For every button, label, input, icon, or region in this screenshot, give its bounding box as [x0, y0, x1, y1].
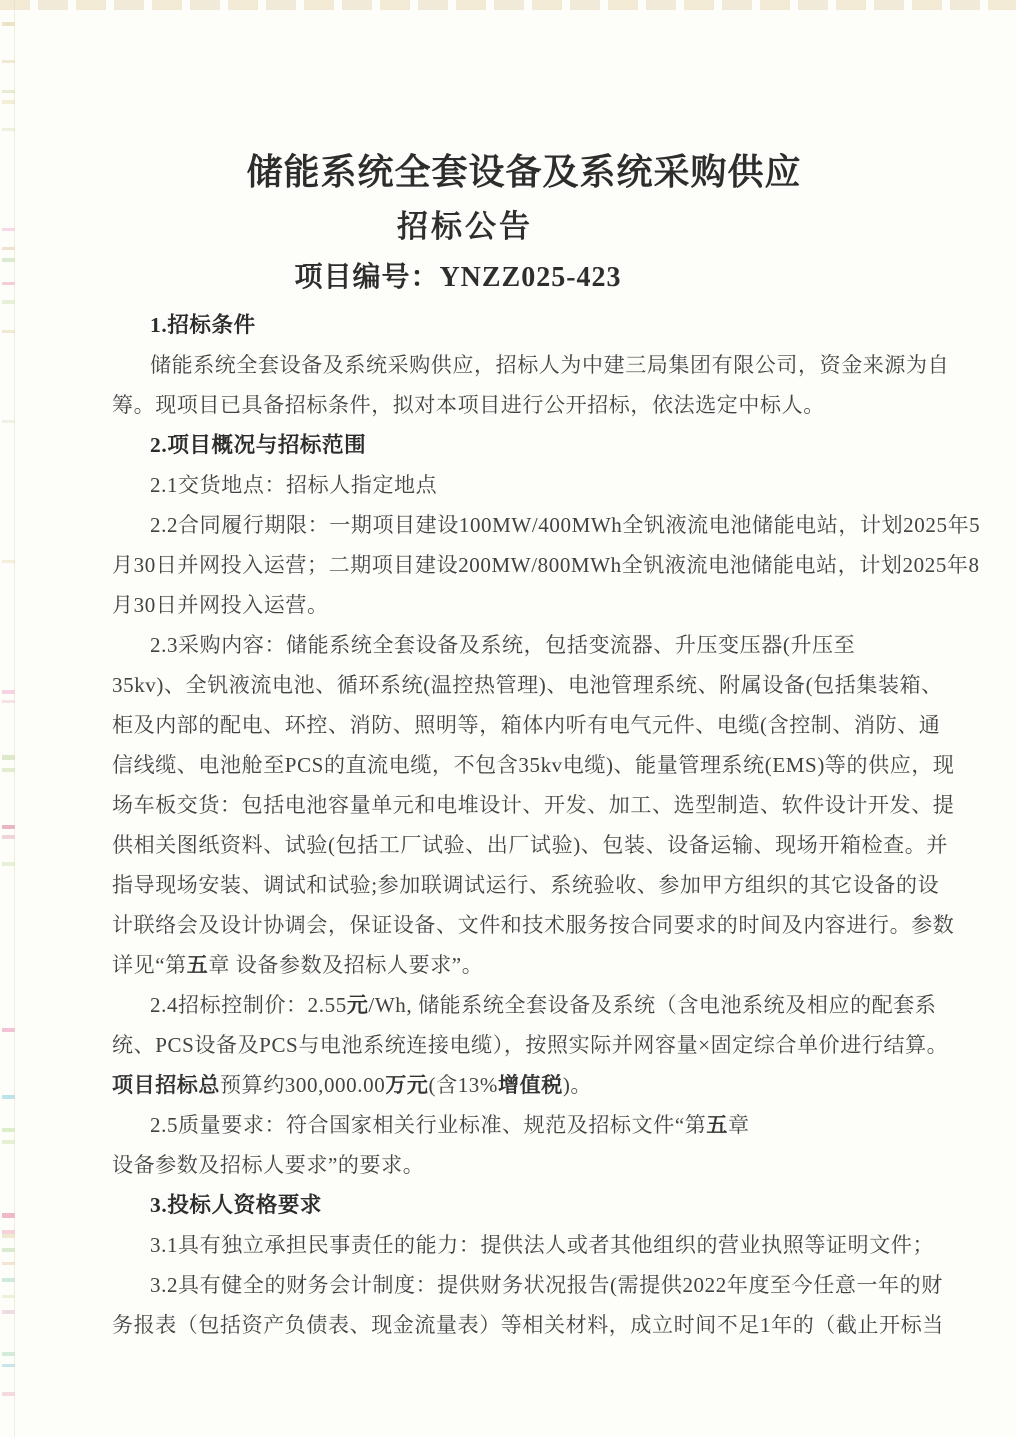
doc-text-line: 信线缆、电池舱至PCS的直流电缆，不包含35kv电缆)、能量管理系统(EMS)等的供应，现	[112, 753, 955, 777]
doc-text-line: 月30日并网投入运营。	[112, 593, 329, 617]
doc-text-line: 2.2合同履行期限：一期项目建设100MW/400MWh全钒液流电池储能电站，计划2025年5	[150, 513, 981, 537]
doc-text-line: 储能系统全套设备及系统采购供应，招标人为中建三局集团有限公司，资金来源为自	[150, 353, 950, 377]
document-body	[112, 305, 981, 1345]
doc-text-segment: 章	[727, 1113, 750, 1137]
doc-text-line: 务报表（包括资产负债表、现金流量表）等相关材料，成立时间不足1年的（截止开标当	[112, 1313, 944, 1337]
doc-text-line: 2.3采购内容：储能系统全套设备及系统，包括变流器、升压变压器(升压至	[150, 633, 856, 657]
scan-edge-top-artifact	[0, 0, 1016, 10]
doc-bold-segment: 五	[186, 953, 209, 977]
doc-heading-line: 3.投标人资格要求	[150, 1193, 323, 1217]
doc-text-line: 柜及内部的配电、环控、消防、照明等，箱体内听有电气元件、电缆(含控制、消防、通	[112, 713, 941, 737]
doc-text-line: 设备参数及招标人要求”的要求。	[112, 1153, 425, 1177]
doc-text-line	[112, 1105, 942, 1145]
doc-bold-segment: 增值税	[498, 1073, 563, 1097]
doc-text-line: 场车板交货：包括电池容量单元和电堆设计、开发、加工、选型制造、软件设计开发、提	[112, 793, 955, 817]
doc-text-segment: /Wh, 储能系统全套设备及系统（含电池系统及相应的配套系	[368, 993, 937, 1017]
doc-bold-segment: 元	[346, 993, 369, 1017]
doc-text-line	[112, 945, 942, 985]
doc-heading-line: 1.招标条件	[150, 313, 256, 337]
doc-text-line: 月30日并网投入运营；二期项目建设200MW/800MWh全钒液流电池储能电站，计划2025年8	[112, 553, 980, 577]
doc-bold-segment: 项目招标总	[112, 1073, 220, 1097]
doc-text-segment: 2.5质量要求：符合国家相关行业标准、规范及招标文件“第	[150, 1113, 707, 1137]
doc-text-line: 2.1交货地点：招标人指定地点	[150, 473, 438, 497]
doc-text-line: 计联络会及设计协调会，保证设备、文件和技术服务按合同要求的时间及内容进行。参数	[112, 913, 955, 937]
doc-bold-segment: 万元	[385, 1073, 429, 1097]
doc-text-segment: 2.4招标控制价：2.55	[150, 993, 347, 1017]
doc-heading-line: 2.项目概况与招标范围	[150, 433, 367, 457]
doc-text-line: 供相关图纸资料、试验(包括工厂试验、出厂试验)、包装、设备运输、现场开箱检查。并	[112, 833, 948, 857]
doc-text-line	[112, 1065, 942, 1105]
doc-text-line: 35kv)、全钒液流电池、循环系统(温控热管理)、电池管理系统、附属设备(包括集装箱、	[112, 673, 943, 697]
doc-text-segment: (含13%	[428, 1073, 499, 1097]
document-subtitle: 招标公告	[397, 209, 533, 244]
doc-bold-segment: 五	[706, 1113, 728, 1137]
doc-text-line: 筹。现项目已具备招标条件，拟对本项目进行公开招标，依法选定中标人。	[112, 393, 825, 417]
doc-text-line: 3.2具有健全的财务会计制度：提供财务状况报告(需提供2022年度至今任意一年的财	[150, 1273, 943, 1297]
doc-text-line: 指导现场安装、调试和试验;参加联调试运行、系统验收、参加甲方组织的其它设备的设	[112, 873, 940, 897]
doc-text-segment: 详见“第	[112, 953, 187, 977]
project-number: 项目编号：YNZZ025-423	[294, 262, 622, 293]
doc-text-line: 统、PCS设备及PCS与电池系统连接电缆），按照实际并网容量×固定综合单价进行结算。	[112, 1033, 949, 1057]
doc-text-segment: )。	[562, 1073, 593, 1097]
doc-text-line	[112, 985, 942, 1025]
document-title: 储能系统全套设备及系统采购供应	[246, 152, 802, 192]
doc-text-segment: 章 设备参数及招标人要求”。	[208, 953, 484, 977]
doc-text-line: 3.1具有独立承担民事责任的能力：提供法人或者其他组织的营业执照等证明文件；	[150, 1233, 935, 1257]
doc-text-segment: 预算约300,000.00	[220, 1073, 386, 1097]
